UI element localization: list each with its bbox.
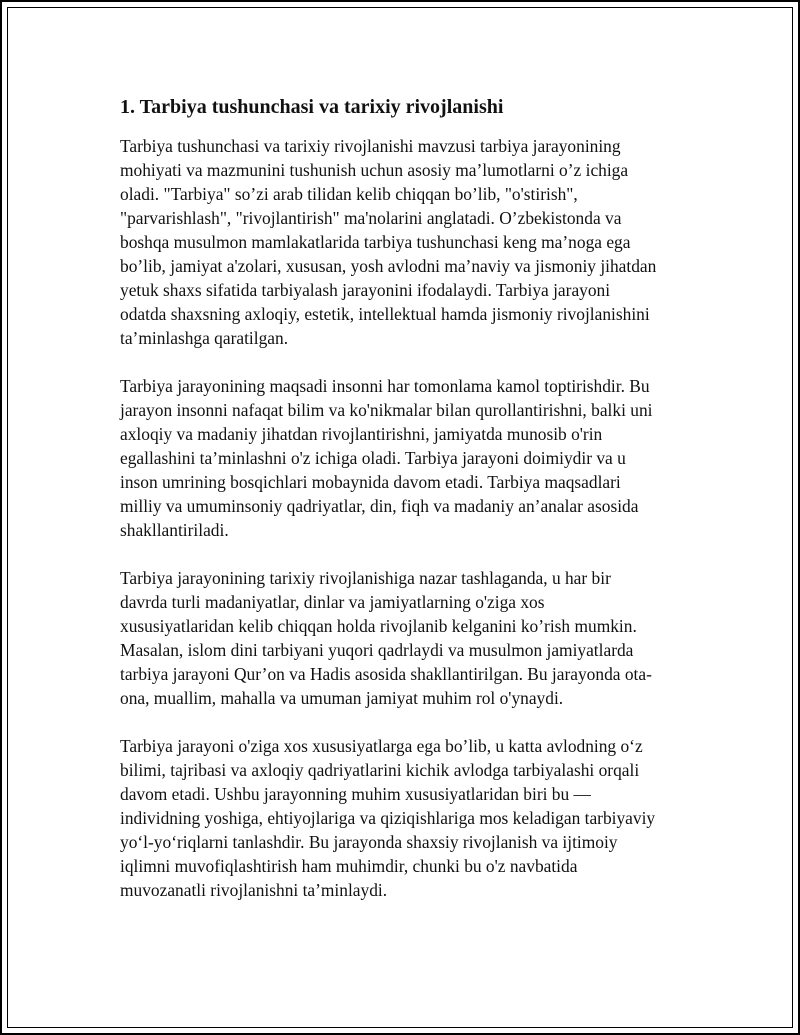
text-line: Tarbiya tushunchasi va tarixiy rivojlanishi mavzusi tarbiya jarayonining: [120, 136, 621, 156]
paragraph-features: [120, 734, 684, 902]
text-line: ta’minlashga qaratilgan.: [120, 328, 289, 348]
text-line: axloqiy va madaniy jihatdan rivojlantirishni, jamiyatda munosib o'rin: [120, 424, 603, 444]
section-heading: 1. Tarbiya tushunchasi va tarixiy rivojlanishi: [120, 96, 504, 118]
text-line: xususiyatlaridan kelib chiqqan holda rivojlanib kelganini ko’rish mumkin.: [120, 616, 637, 636]
paragraph-history: [120, 566, 684, 710]
text-line: boshqa musulmon mamlakatlarida tarbiya tushunchasi keng ma’noga ega: [120, 232, 631, 252]
text-line: yo‘l-yo‘riqlarni tanlashdir. Bu jarayonda shaxsiy rivojlanish va ijtimoiy: [120, 832, 618, 852]
text-line: milliy va umuminsoniy qadriyatlar, din, fiqh va madaniy an’analar asosida: [120, 496, 639, 516]
text-line: "parvarishlash", "rivojlantirish" ma'nolarini anglatadi. O’zbekistonda va: [120, 208, 622, 228]
text-line: iqlimni muvofiqlashtirish ham muhimdir, chunki bu o'z navbatida: [120, 856, 578, 876]
document-body: [120, 92, 684, 926]
text-line: Tarbiya jarayonining maqsadi insonni har tomonlama kamol toptirishdir. Bu: [120, 376, 650, 396]
text-line: jarayon insonni nafaqat bilim va ko'nikmalar bilan qurollantirishni, balki uni: [120, 400, 653, 420]
text-line: odatda shaxsning axloqiy, estetik, intellektual hamda jismoniy rivojlanishini: [120, 304, 650, 324]
text-line: egallashini ta’minlashni o'z ichiga oladi. Tarbiya jarayoni doimiydir va u: [120, 448, 626, 468]
text-line: inson umrining bosqichlari mobaynida davom etadi. Tarbiya maqsadlari: [120, 472, 621, 492]
text-line: individning yoshiga, ehtiyojlariga va qiziqishlariga mos keladigan tarbiyaviy: [120, 808, 656, 828]
text-line: bilimi, tajribasi va axloqiy qadriyatlarini kichik avlodga tarbiyalashi orqali: [120, 760, 640, 780]
text-line: ona, muallim, mahalla va umuman jamiyat muhim rol o'ynaydi.: [120, 688, 564, 708]
paragraph-definition: [120, 134, 684, 350]
text-line: Masalan, islom dini tarbiyani yuqori qadrlaydi va musulmon jamiyatlarda: [120, 640, 634, 660]
paragraph-purpose: [120, 374, 684, 542]
text-line: mohiyati va mazmunini tushunish uchun asosiy ma’lumotlarni o’z ichiga: [120, 160, 629, 180]
text-line: davom etadi. Ushbu jarayonning muhim xususiyatlaridan biri bu —: [120, 784, 591, 804]
text-line: yetuk shaxs sifatida tarbiyalash jarayonini ifodalaydi. Tarbiya jarayoni: [120, 280, 611, 300]
text-line: oladi. "Tarbiya" so’zi arab tilidan kelib chiqqan bo’lib, "o'stirish",: [120, 184, 578, 204]
text-line: shakllantiriladi.: [120, 520, 229, 540]
text-line: tarbiya jarayoni Qur’on va Hadis asosida shakllantirilgan. Bu jarayonda ota-: [120, 664, 652, 684]
text-line: davrda turli madaniyatlar, dinlar va jamiyatlarning o'ziga xos: [120, 592, 545, 612]
text-line: Tarbiya jarayoni o'ziga xos xususiyatlarga ega bo’lib, u katta avlodning o‘z: [120, 736, 643, 756]
text-line: Tarbiya jarayonining tarixiy rivojlanishiga nazar tashlaganda, u har bir: [120, 568, 611, 588]
text-line: bo’lib, jamiyat a'zolari, xususan, yosh avlodni ma’naviy va jismoniy jihatdan: [120, 256, 657, 276]
text-line: muvozanatli rivojlanishni ta’minlaydi.: [120, 880, 388, 900]
